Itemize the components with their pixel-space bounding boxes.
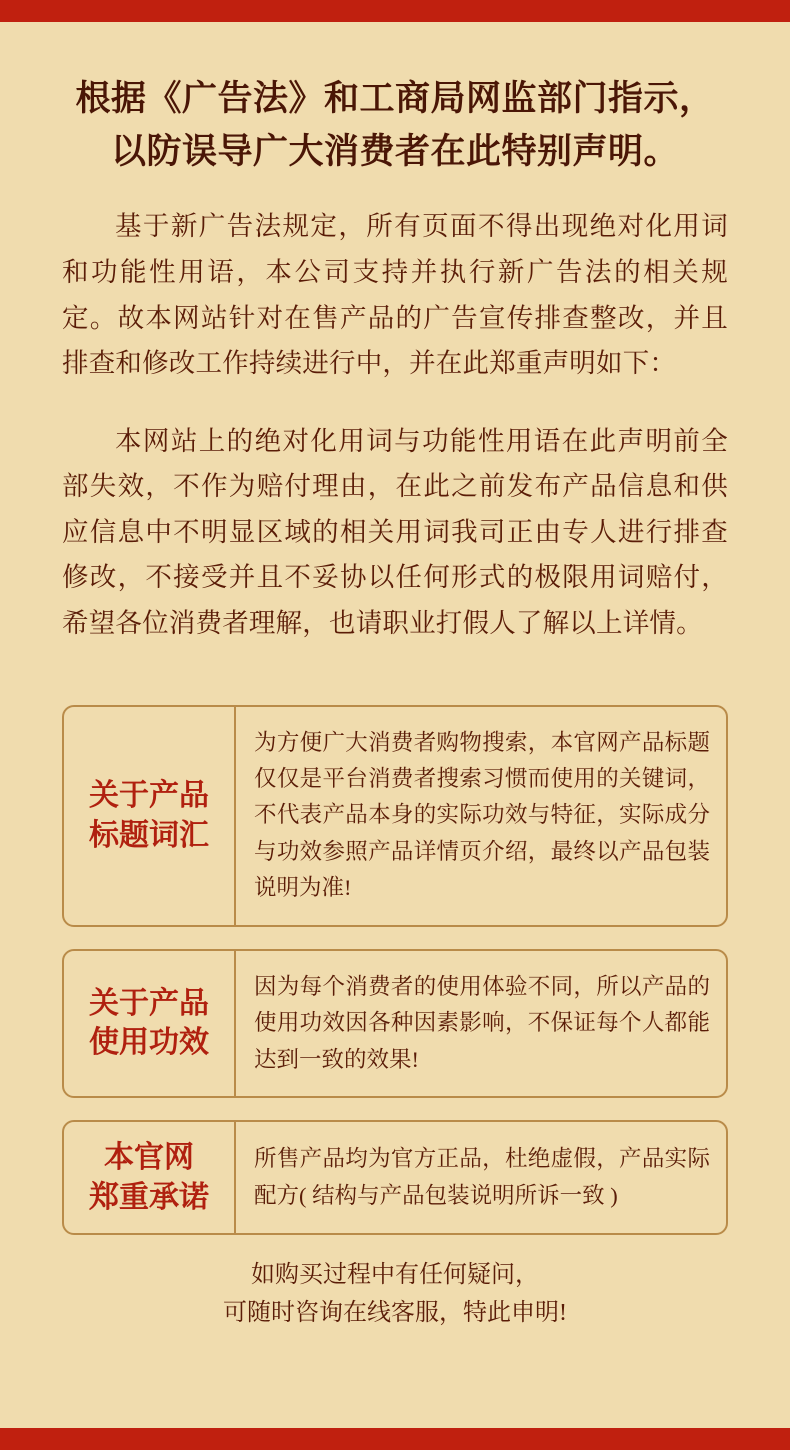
- card-title-line-2: 标题词汇: [89, 818, 209, 852]
- statement-card-list: [62, 705, 728, 1236]
- card-title-line-1: 关于产品: [89, 986, 209, 1020]
- card-title-official-promise: [64, 1122, 236, 1233]
- page-title-line-2: 以防误导广大消费者在此特别声明。: [110, 132, 679, 172]
- statement-paragraph-2: 本网站上的绝对化用词与功能性用语在此声明前全部失效，不作为赔付理由，在此之前发布产品信息和供应信息中不明显区域的相关用词我司正由专人进行排查修改，不接受并且不妥协以任何形式的极限用词赔付，希望各位消费者理解，也请职业打假人了解以上详情。: [62, 425, 728, 638]
- card-title-product-effect: [64, 951, 236, 1096]
- card-body-official-promise: 所售产品均为官方正品，杜绝虚假，产品实际配方( 结构与产品包装说明所诉一致 ): [254, 1146, 710, 1208]
- statement-card-product-title: [62, 705, 728, 927]
- statement-content: [0, 22, 790, 1428]
- card-body-product-effect: 因为每个消费者的使用体验不同，所以产品的使用功效因各种因素影响，不保证每个人都能达到一致的效果!: [254, 973, 710, 1072]
- card-title-line-2: 使用功效: [89, 1026, 209, 1060]
- card-title-line-1: 本官网: [104, 1141, 194, 1175]
- bottom-decorative-bar: [0, 1428, 790, 1450]
- page-title-line-1: 根据《广告法》和工商局网监部门指示，: [75, 79, 715, 118]
- page-title: [62, 72, 728, 178]
- card-title-line-1: 关于产品: [89, 779, 209, 813]
- statement-card-product-effect: [62, 949, 728, 1098]
- top-decorative-bar: [0, 0, 790, 22]
- footer-note-line-2: 可随时咨询在线客服，特此申明!: [223, 1300, 567, 1327]
- card-title-line-2: 郑重承诺: [89, 1180, 209, 1214]
- statement-paragraph-1: 基于新广告法规定，所有页面不得出现绝对化用词和功能性用语，本公司支持并执行新广告法的相关规定。故本网站针对在售产品的广告宣传排查整改，并且排查和修改工作持续进行中，并在此郑重声明如下：: [62, 211, 728, 379]
- card-body-product-title: 为方便广大消费者购物搜索，本官网产品标题仅仅是平台消费者搜索习惯而使用的关键词，不代表产品本身的实际功效与特征，实际成分与功效参照产品详情页介绍，最终以产品包装说明为准!: [254, 729, 710, 901]
- footer-note: [62, 1257, 728, 1333]
- statement-card-official-promise: [62, 1120, 728, 1235]
- card-title-product-title: [64, 707, 236, 925]
- footer-note-line-1: 如购买过程中有任何疑问，: [251, 1262, 539, 1289]
